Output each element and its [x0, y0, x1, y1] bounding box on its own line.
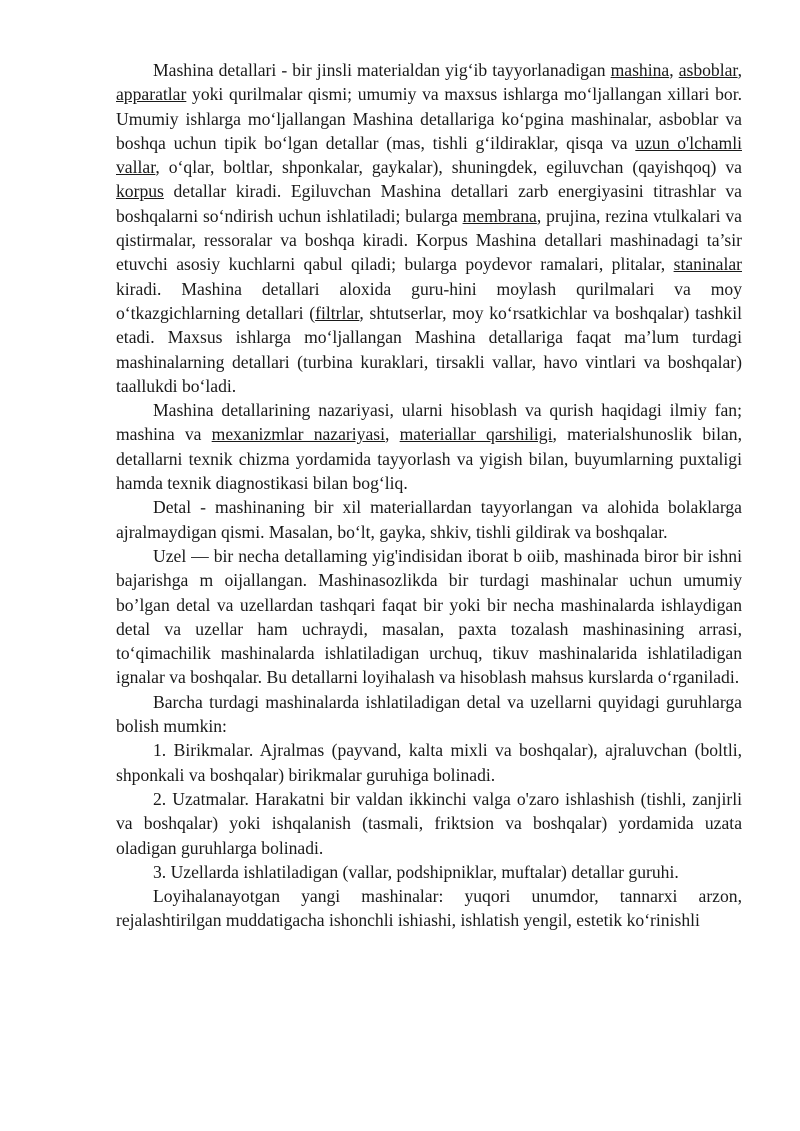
paragraph	[116, 544, 742, 690]
paragraph	[116, 495, 742, 544]
hyperlink[interactable]: staninalar	[673, 254, 742, 275]
paragraph	[116, 787, 742, 860]
text-run: ,	[737, 60, 742, 80]
text-run: Barcha turdagi mashinalarda ishlatiladigan detal va uzellarni quyidagi guruhlarga bolish mumkin:	[116, 691, 742, 737]
text-run: ,	[669, 60, 679, 80]
text-run: Mashina detallarining nazariyasi, ularni hisoblash va qurish haqidagi ilmiy fan; mashina va	[116, 400, 742, 445]
document-page	[116, 58, 742, 933]
text-run: Detal - mashinaning bir xil materiallardan tayyorlangan va alohida bolaklarga ajralmaydigan qismi. Masalan, bo‘lt, gayka, shkiv, tishli gildirak va boshqalar.	[116, 497, 742, 542]
text-run: ,	[385, 424, 400, 445]
paragraph	[116, 690, 742, 739]
hyperlink[interactable]: mexanizmlar nazariyasi	[211, 424, 386, 445]
text-run: detallar kiradi. Egiluvchan Mashina detallari zarb energiyasini titrashlar va boshqalarni so‘ndirish uchun ishlatiladi; bularga	[116, 181, 742, 226]
hyperlink[interactable]: apparatlar	[116, 84, 187, 105]
text-run: 2. Uzatmalar. Harakatni bir valdan ikkinchi valga o'zaro ishlashish (tishli, zanjirli va boshqalar) yoki ishqalanish (tasmali, friktsion va boshqalar) yordamida uzata oladigan guruhlarga bolinadi.	[116, 788, 742, 858]
text-run: Mashina detallari - bir jinsli materialdan yig‘ib tayyorlanadigan	[153, 60, 611, 80]
paragraph	[116, 860, 742, 884]
text-run: kiradi. Mashina detallari aloxida guru-hini moylash qurilmalari va moy o‘tkazgichlarning detallari (	[116, 278, 742, 323]
text-run: , shtutserlar, moy ko‘rsatkichlar va boshqalar) tashkil etadi. Maxsus ishlarga mo‘ljallangan Mashina detallariga faqat ma’lum turdagi mashinalarning detallari (turbina kuraklari, tirsakli vallar, havo vintlari va boshqalar) taallukdi bo‘ladi.	[116, 302, 743, 396]
hyperlink[interactable]: uzun o'lchamli vallar	[116, 132, 742, 178]
paragraph	[116, 58, 742, 398]
hyperlink[interactable]: asboblar	[678, 60, 738, 80]
text-run: Loyihalanayotgan yangi mashinalar: yuqori unumdor, tannarxi arzon, rejalashtirilgan muddatigacha ishonchli ishiashi, ishlatish yengil, estetik ko‘rinishli	[116, 886, 742, 931]
hyperlink[interactable]: materiallar qarshiligi	[399, 424, 553, 445]
text-run: 3. Uzellarda ishlatiladigan (vallar, podshipniklar, muftalar) detallar guruhi.	[153, 861, 679, 882]
text-run: , prujina, rezina vtulkalari va qistirmalar, ressoralar va boshqa kiradi. Korpus Mashina detallari mashinadagi ta’sir etuvchi asosiy kuchlarni qabul qiladi; bularga poydevor ramalari, plitalar,	[116, 205, 742, 275]
hyperlink[interactable]: filtrlar	[315, 302, 360, 323]
text-run: Uzel — bir necha detallaming yig'indisidan iborat b oiib, mashinada biror bir ishni bajarishga m oijallangan. Mashinasozlikda bir turdagi mashinalar uchun umumiy bo’lgan detal va uzellardan tashqari faqat bir yoki bir necha mashinalarda ishlaydigan detal va uzellar ham uchraydi, masalan, paxta tozalash mashinasining arrasi, to‘qimachilik mashinalarda ishlatiladigan urchuq, tikuv mashinalarida ishlatiladigan ignalar va boshqalar. Bu detallarni loyihalash va hisoblash mahsus kurslarda o‘rganiladi.	[116, 545, 742, 688]
hyperlink[interactable]: mashina	[610, 60, 670, 80]
paragraph	[116, 398, 742, 495]
text-run: 1. Birikmalar. Ajralmas (payvand, kalta mixli va boshqalar), ajraluvchan (boltli, shponkali va boshqalar) birikmalar guruhiga bolinadi.	[116, 740, 742, 785]
text-run: yoki qurilmalar qismi; umumiy va maxsus ishlarga mo‘ljallangan xillari bor. Umumiy ishlarga mo‘ljallangan Mashina detallariga ko‘pgina mashinalar, asboblar va boshqa uchun tipik bo‘lgan detallar (mas, tishli g‘ildiraklar, qisqa va	[116, 84, 742, 153]
hyperlink[interactable]: korpus	[116, 181, 164, 202]
hyperlink[interactable]: membrana	[462, 205, 537, 226]
text-run: , materialshunoslik bilan, detallarni texnik chizma yordamida tayyorlash va yigish bilan, buyumlarning puxtaligi hamda texnik diagnostikasi bilan bog‘liq.	[116, 424, 742, 494]
paragraph	[116, 738, 742, 787]
paragraph	[116, 884, 742, 933]
text-run: , o‘qlar, boltlar, shponkalar, gaykalar), shuningdek, egiluvchan (qayishqoq) va	[155, 157, 742, 178]
